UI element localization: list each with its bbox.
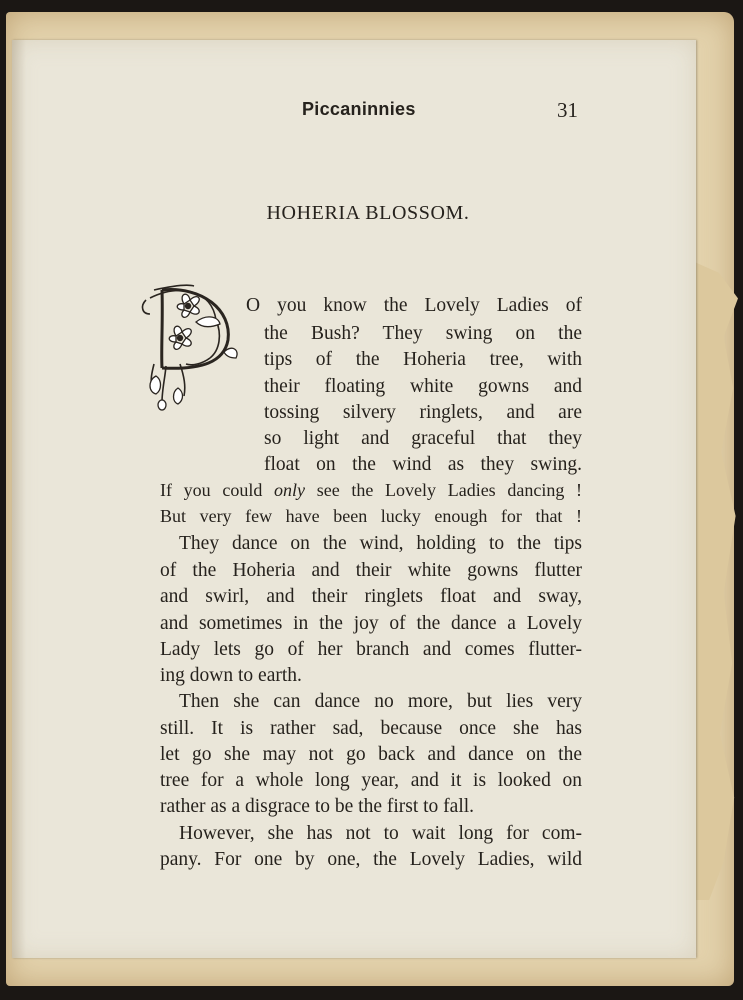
text-line-16: Then she can dance no more, but lies very	[179, 691, 582, 712]
line8-rest: see the Lovely Ladies dancing !	[316, 480, 583, 500]
blossom-drop-cap-icon	[132, 240, 240, 412]
text-line-17: still. It is rather sad, because once she has	[160, 718, 582, 739]
running-header	[150, 99, 582, 127]
text-line-5: tossing silvery ringlets, and are	[264, 402, 582, 423]
text-line-18: let go she may not go back and dance on the	[160, 744, 582, 765]
text-line-1: O you know the Lovely Ladies of	[246, 295, 582, 316]
text-line-22: pany. For one by one, the Lovely Ladies, wild	[160, 849, 582, 870]
running-title: Piccaninnies	[302, 99, 416, 119]
text-line-9: But very few have been lucky enough for that !	[160, 506, 582, 526]
text-line-21: However, she has not to wait long for com-	[179, 823, 582, 844]
text-line-6: so light and graceful that they	[264, 428, 582, 449]
text-line-3: tips of the Hoheria tree, with	[264, 349, 582, 370]
text-line-13: and sometimes in the joy of the dance a Lovely	[160, 613, 582, 634]
text-line-15: ing down to earth.	[160, 665, 302, 686]
text-line-10: They dance on the wind, holding to the tips	[179, 533, 582, 554]
gutter-shadow	[12, 40, 26, 958]
text-line-14: Lady lets go of her branch and comes flutter-	[160, 639, 582, 660]
text-line-19: tree for a whole long year, and it is looked on	[160, 770, 582, 791]
text-line-12: and swirl, and their ringlets float and sway,	[160, 586, 582, 607]
text-line-4: their floating white gowns and	[264, 376, 582, 397]
text-line-7: float on the wind as they swing.	[264, 454, 582, 475]
emphasized-word: only	[274, 480, 306, 500]
chapter-title: HOHERIA BLOSSOM.	[266, 202, 470, 224]
line8-prefix: If you could	[160, 480, 263, 500]
text-line-20: rather as a disgrace to be the first to fall.	[160, 796, 475, 817]
text-line-8	[160, 477, 582, 504]
page-number: 31	[557, 98, 578, 122]
text-line-2: the Bush? They swing on the	[264, 323, 582, 344]
decorative-initial	[132, 240, 240, 412]
text-line-11: of the Hoheria and their white gowns flutter	[160, 560, 582, 581]
